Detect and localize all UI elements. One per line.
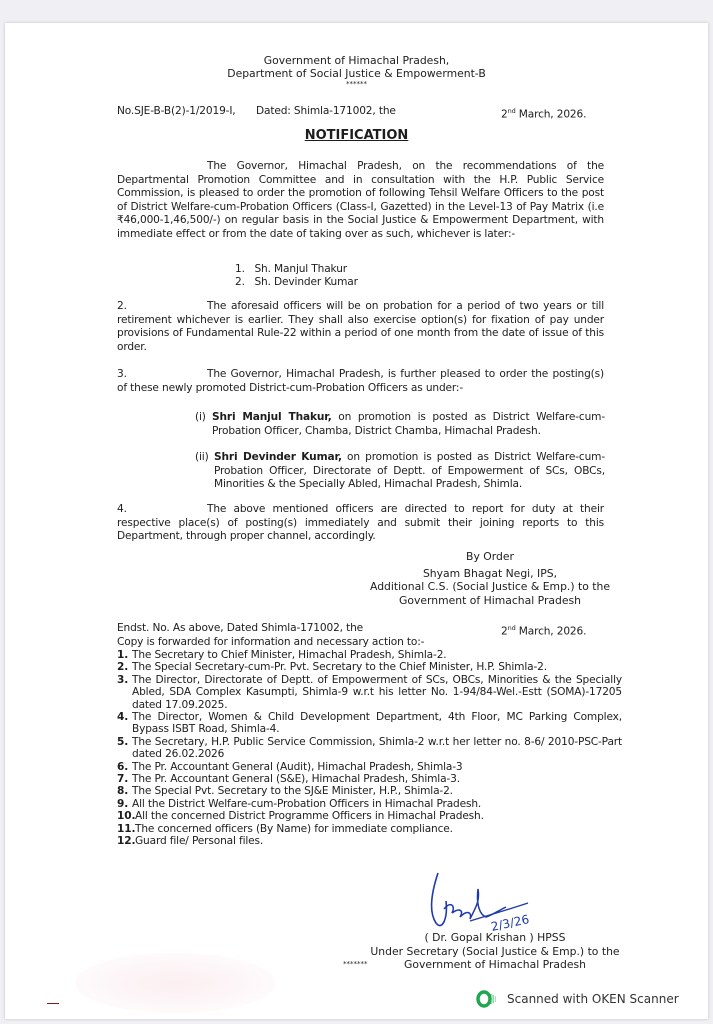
page-title: NOTIFICATION [304, 128, 409, 143]
copy-list-item: 2. The Special Secretary-cum-Pr. Pvt. Secretary to the Chief Minister, H.P. Shimla-2. [117, 661, 547, 674]
posting-item-2: (ii) Shri Devinder Kumar, on promotion is posted as District Welfare-cum-Probation Officer, Directorate of Deptt. of Empowerment of SCs, OBCs, Minorities & the Specially Abled, Himachal Pradesh, Shimla. [195, 451, 605, 490]
copy-list-item: 9. All the District Welfare-cum-Probation Officers in Himachal Pradesh. [117, 797, 482, 810]
signatory-designation: Additional C.S. (Social Justice & Emp.) to the [370, 580, 610, 593]
signatory-designation: Under Secretary (Social Justice & Emp.) to the [370, 944, 620, 958]
signatory-name: ( Dr. Gopal Krishan ) HPSS [424, 931, 566, 944]
signature-date: 2/3/26 [489, 912, 531, 934]
signatory-name: Shyam Bhagat Negi, IPS, [422, 566, 558, 580]
copy-list-item: 1. The Secretary to Chief Minister, Himachal Pradesh, Shimla-2. [117, 649, 447, 661]
copy-list-item: 8. The Special Pvt. Secretary to the SJ&E Minister, H.P., Shimla-2. [117, 785, 453, 798]
paragraph-4: 4. The above mentioned officers are directed to report for duty at their respective place(s) of posting(s) immediately and submit their joining reports to this Department, through proper channel, accordingly. [117, 503, 604, 542]
signatory-block-2 [350, 931, 640, 972]
copy-list-item: 5. The Secretary, H.P. Public Service Commission, Shimla-2 w.r.t her letter no. 8-6/ 2010-PSC-Part dated 26.02.2026 [117, 735, 622, 761]
reference-number: No.SJE-B-B(2)-1/2019-I, [117, 105, 236, 117]
reference-dated: Dated: Shimla-171002, the [256, 105, 396, 117]
paragraph-3: 3. The Governor, Himachal Pradesh, is further pleased to order the posting(s) of these newly promoted District-cum-Probation Officers as under:- [117, 368, 604, 394]
copy-list-item: 12. Guard file/ Personal files. [117, 835, 264, 848]
signatory-government: Government of Himachal Pradesh [403, 958, 587, 971]
header-government: Government of Himachal Pradesh, [263, 54, 450, 67]
paragraph-1: The Governor, Himachal Pradesh, on the recommendations of the Departmental Promotion Committee and in consultation with the H.P. Public Service Commission, is pleased to order the promotion of following Tehsil Welfare Officers to the post of District Welfare-cum-Probation Officers (Class-I, Gazetted) in the Level-13 of Pay Matrix (i.e ₹46,000-1,46,500/-) on regular basis in the Social Justice & Empowerment Department, with immediate effect or from the date of taking over as such, whichever is later:- [117, 160, 604, 240]
header-department: Department of Social Justice & Empowerment-B [227, 67, 486, 80]
header-stars: ****** [346, 80, 367, 88]
copy-list [117, 649, 622, 848]
footer-stars: ******* [343, 960, 368, 968]
posting-item-1: (i) Shri Manjul Thakur, on promotion is posted as District Welfare-cum-Probation Officer, Chamba, District Chamba, Himachal Pradesh. [195, 411, 605, 437]
copy-list-item: 3. The Director, Directorate of Deptt. of Empowerment of SCs, OBCs, Minorities & the Specially Abled, SDA Complex Kasumpti, Shimla-9 w.r.t his letter No. 1-94/84-Wel.-Estt (SOMA)-17205 dated 17.09.2025. [117, 673, 622, 711]
paper-stain [75, 953, 275, 1013]
endorsement-date: 2nd March, 2026. [501, 624, 587, 638]
edge-mark [47, 1003, 59, 1004]
copy-list-item: 11. The concerned officers (By Name) for immediate compliance. [117, 822, 453, 835]
document-page [5, 23, 708, 1019]
endorsement-reference: Endst. No. As above, Dated Shimla-171002, the [117, 622, 364, 634]
copy-list-item: 4. The Director, Women & Child Development Department, 4th Floor, MC Parking Complex, Bypass ISBT Road, Shimla-4. [117, 711, 622, 736]
signatory-government: Government of Himachal Pradesh [398, 593, 582, 607]
paragraph-2: 2. The aforesaid officers will be on probation for a period of two years or till retirement whichever is earlier. They shall also exercise option(s) for fixation of pay under provisions of Fundamental Rule-22 within a period of one month from the date of issue of this order. [117, 300, 604, 353]
copy-list-item: 6. The Pr. Accountant General (Audit), Himachal Pradesh, Shimla-3 [117, 760, 463, 773]
scanner-watermark [476, 990, 679, 1008]
reference-date: 2nd March, 2026. [501, 107, 587, 121]
officer-list-item: 2. Sh. Devinder Kumar [235, 276, 358, 288]
officer-list-item: 1. Sh. Manjul Thakur [235, 263, 347, 275]
watermark-text: Scanned with OKEN Scanner [507, 992, 679, 1006]
signatory-block-1 [355, 550, 625, 607]
by-order-label: By Order [466, 550, 514, 563]
endorsement-intro: Copy is forwarded for information and necessary action to:- [117, 636, 425, 648]
copy-list-item: 7. The Pr. Accountant General (S&E), Himachal Pradesh, Shimla-3. [117, 773, 460, 786]
copy-list-item: 10. All the concerned District Programme Officers in Himachal Pradesh. [117, 810, 484, 823]
oken-scanner-logo-icon [476, 990, 498, 1008]
